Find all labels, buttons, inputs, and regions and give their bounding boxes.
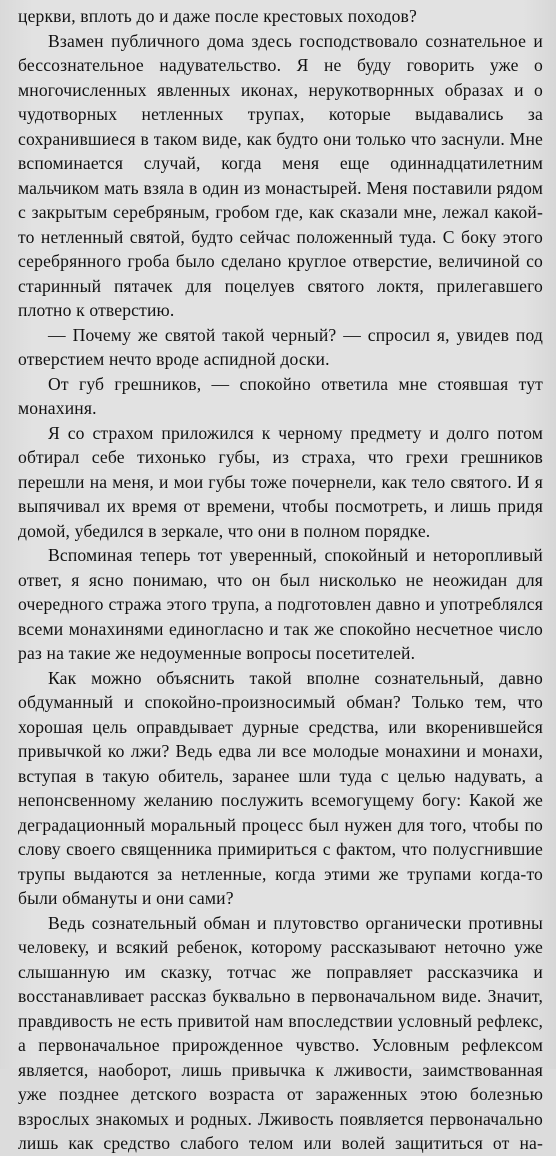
paragraph-question-black-saint: — Почему же святой такой черный? — спросил я, увидев под отверстием нечто вроде аспидной доски. xyxy=(18,324,543,369)
paragraph-conscious-deception: Как можно объяснить такой вполне сознательный, давно обдуманный и спокойно-произносимый обман? Только тем, что хорошая цель оправдывает дурные средства, или вкоренившейся привычкой ко лжи? Ведь едва ли все молодые монахини и монахи, вступая в такую обитель, заранее шли туда с целью надувать, а непонсвенному желанию послужить всемогущему богу: Какой же деградационный моральный процесс был нужен для того, чтобы по слову своего священника примириться с фактом, что полусгнившие трупы выдаются за нетленные, когда этими же трупами когда-то были обмануты и они сами? xyxy=(18,667,543,908)
paragraph-nun-answer: От губ грешников, — спокойно ответила мне стоявшая тут монахиня. xyxy=(18,373,543,418)
paragraph-fear-kiss: Я со страхом приложился к черному предмету и долго потом обтирал себе тихонько губы, из страха, что грехи грешников перешли на меня, и мои губы тоже почернели, как тело святого. И я выпячивал их время от времени, чтобы посмотреть, и лишь придя домой, убедился в зеркале, что они в полном порядке. xyxy=(18,422,543,541)
paragraph-continuation: церкви, вплоть до и даже после крестовых походов? xyxy=(18,6,417,26)
paragraph-public-house-deception: Взамен публичного дома здесь господствовало сознательное и бессознательное надувательство. Я не буду говорить уже о многочисленных явленных иконах, нерукотворнных образах и о чудотворных нетленных трупах, которые выдавались за сохранившиеся в таком виде, как будто они только что заснули. Мне вспоминается случай, когда меня еще одиннадцатилетним мальчиком мать взяла в один из монастырей. Меня поставили рядом с закрытым серебряным, гробом где, как сказали мне, лежал какой-то нетленный святой, будто сейчас положенный туда. С боку этого серебрянного гроба было сделано круглое отверстие, величиной со старинный пятачек для поцелуев святого локтя, прилегавшего плотно к отверстию. xyxy=(18,30,543,320)
paragraph-truthfulness: Ведь сознательный обман и плутовство органически противны человеку, и всякий ребенок, которому рассказывают неточно уже слышанную им сказку, тотчас же поправляет рассказчика и восстанавливает рассказ буквально в первоначальном виде. Значит, правдивость не есть привитой нам впоследствии условный рефлекс, а первоначальное прирожденное чувство. Условным рефлексом является, наоборот, лишь привычка к лживости, заимствованная уже позднее детского возраста от зараженных этою болезнью взрослых знакомых и родных. Лживость появляется первоначально лишь как средство слабого телом или волей защититься от на- xyxy=(18,912,543,1153)
page-text xyxy=(18,4,543,1156)
paragraph-calm-answer: Вспоминая теперь тот уверенный, спокойный и неторопливый ответ, я ясно понимаю, что он был нисколько не неожидан для очередного стража этого трупа, а подготовлен давно и употреблялся всеми монахинями единогласно и так же спокойно несчетное число раз на такие же недоуменные вопросы посетителей. xyxy=(18,545,543,663)
